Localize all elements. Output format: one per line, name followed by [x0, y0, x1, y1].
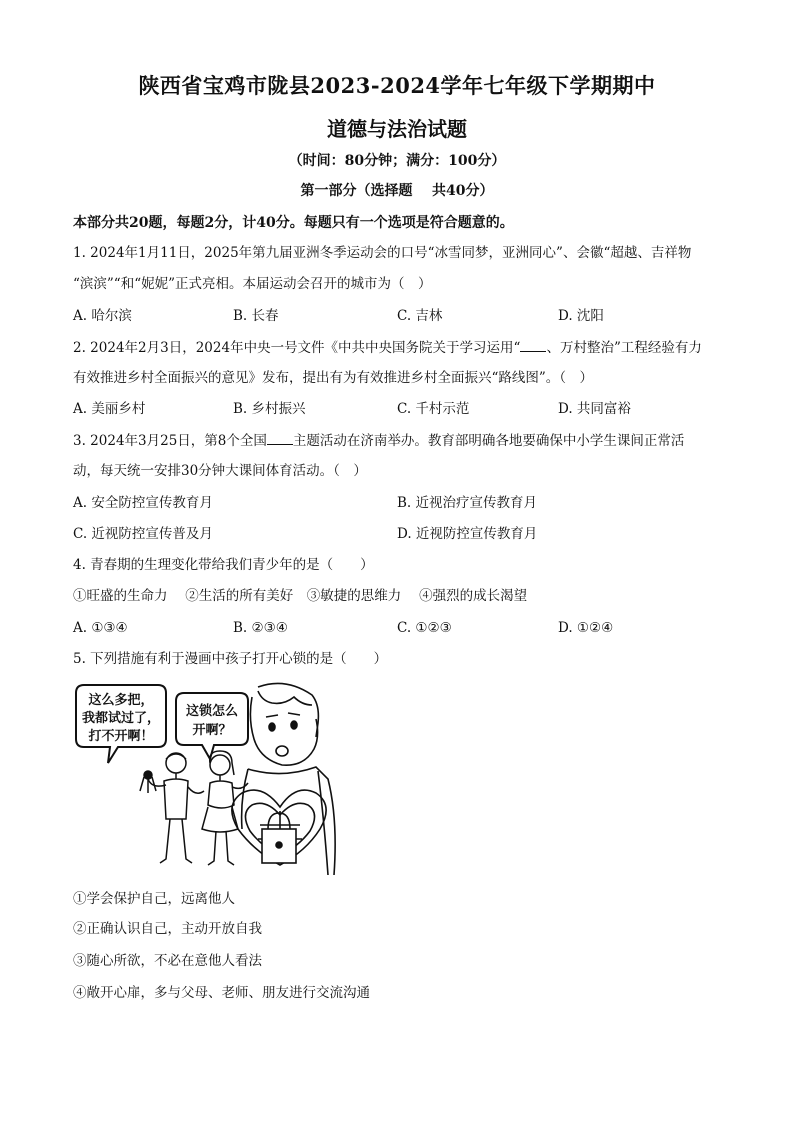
q2-line1-start: 2. 2024年2月3日，2024年中央一号文件《中共中央国务院关于学习运用“	[73, 340, 521, 356]
q2-blank	[520, 337, 546, 352]
child-figure-left	[140, 753, 204, 863]
q2-line1-end: 、万村整治”工程经验有力	[546, 340, 702, 356]
q2-line2: 有效推进乡村全面振兴的意见》发布，提出有为有效推进乡村全面振兴“路线图”。（ ）	[73, 370, 594, 386]
q2-option-c: C. 千村示范	[397, 401, 470, 417]
q2-option-a: A. 美丽乡村	[73, 401, 146, 417]
q2-option-d: D. 共同富裕	[558, 401, 631, 417]
q4-statements: ①旺盛的生命力 ②生活的所有美好 ③敏捷的思维力 ④强烈的成长渴望	[73, 588, 528, 604]
q3-option-c: C. 近视防控宣传普及月	[73, 526, 213, 542]
exam-title: 陕西省宝鸡市陇县2023-2024学年七年级下学期期中	[138, 73, 656, 98]
exam-time-score: （时间：80分钟；满分：100分）	[288, 153, 506, 169]
q1-line2: “滨滨”“和“妮妮”正式亮相。本届运动会召开的城市为（ ）	[73, 276, 432, 292]
q5-statement-4: ④敞开心扉，多与父母、老师、朋友进行交流沟通	[73, 985, 370, 1001]
bubble-right-line1: 这锁怎么	[185, 704, 239, 719]
bubble-left-line1: 这么多把，	[88, 693, 154, 708]
q5-line1: 5. 下列措施有利于漫画中孩子打开心锁的是（ ）	[73, 651, 388, 667]
q3-option-d: D. 近视防控宣传教育月	[397, 526, 538, 542]
q1-line1: 1. 2024年1月11日，2025年第九届亚洲冬季运动会的口号“冰雪同梦，亚洲同心”、会徽“超越、吉祥物	[73, 245, 692, 261]
q4-option-d: D. ①②④	[558, 620, 614, 636]
q3-line1	[73, 430, 684, 451]
heart-lock	[232, 790, 326, 865]
q4-option-b: B. ②③④	[233, 620, 288, 636]
q4-option-c: C. ①②③	[397, 620, 452, 636]
q3-option-a: A. 安全防控宣传教育月	[73, 495, 213, 511]
q3-line1-start: 3. 2024年3月25日，第8个全国	[73, 433, 267, 449]
speech-bubble-left	[76, 685, 166, 763]
q2-line1	[73, 337, 702, 358]
q1-option-b: B. 长春	[233, 308, 279, 324]
bubble-left-line2: 我都试过了，	[81, 711, 161, 726]
q3-blank	[267, 430, 293, 445]
q1-option-d: D. 沈阳	[558, 308, 604, 324]
part-heading: 第一部分（选择题 共40分）	[300, 183, 494, 199]
q5-statement-3: ③随心所欲，不必在意他人看法	[73, 953, 262, 969]
comic-illustration	[72, 679, 342, 875]
q4-option-a: A. ①③④	[73, 620, 128, 636]
q1-option-c: C. 吉林	[397, 308, 443, 324]
q1-option-a: A. 哈尔滨	[73, 308, 132, 324]
exam-subtitle: 道德与法治试题	[327, 117, 467, 141]
q2-option-b: B. 乡村振兴	[233, 401, 306, 417]
q5-statement-1: ①学会保护自己，远离他人	[73, 891, 235, 907]
q3-line2: 动，每天统一安排30分钟大课间体育活动。（ ）	[73, 463, 367, 479]
speech-bubble-right	[176, 693, 248, 759]
bubble-right-line2: 开啊？	[192, 723, 232, 738]
q3-line1-end: 主题活动在济南举办。教育部明确各地要确保中小学生课间正常活	[292, 433, 685, 449]
part-instructions: 本部分共20题，每题2分，计40分。每题只有一个选项是符合题意的。	[73, 215, 514, 231]
q4-line1: 4. 青春期的生理变化带给我们青少年的是（ ）	[73, 557, 374, 573]
bubble-left-line3: 打不开啊！	[88, 729, 154, 744]
q3-option-b: B. 近视治疗宣传教育月	[397, 495, 538, 511]
q5-statement-2: ②正确认识自己，主动开放自我	[73, 921, 262, 937]
